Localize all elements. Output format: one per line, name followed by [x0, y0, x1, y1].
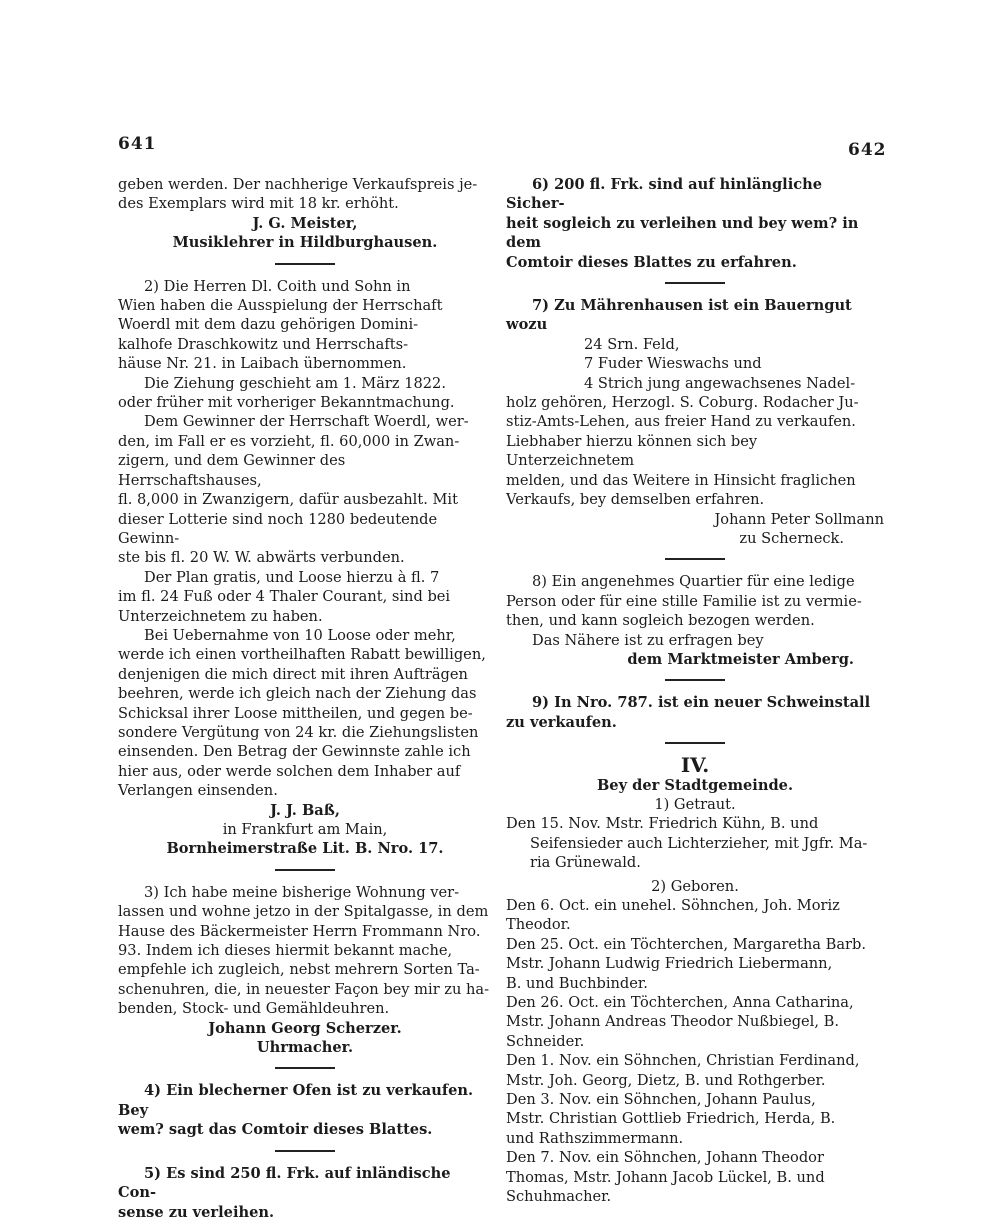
text-line: Schicksal ihrer Loose mittheilen, und gegen be- — [118, 704, 473, 722]
text-line: fl. 8,000 in Zwanzigern, dafür ausbezahlt. Mit — [118, 491, 458, 509]
text-line: then, und kann sogleich bezogen werden. — [506, 612, 815, 630]
list-item: Theodor. — [506, 916, 571, 934]
text-line: 2) Die Herren Dl. Coith und Sohn in — [144, 277, 411, 295]
section-divider — [665, 558, 725, 560]
section-title: Bey der Stadtgemeinde. — [596, 776, 794, 794]
text-line: einsenden. Den Betrag der Gewinnste zahle ich — [118, 743, 471, 761]
text-line: lassen und wohne jetzo in der Spitalgasse, in dem — [118, 903, 489, 921]
page-number-left: 641 — [118, 134, 157, 154]
text-line: Liebhaber hierzu können sich bey Unterzeichnetem — [506, 432, 758, 470]
text-line: kalhofe Draschkowitz und Herrschafts- — [118, 335, 409, 353]
text-line: Unterzeichnetem zu haben. — [118, 607, 323, 625]
text-line: empfehle ich zugleich, nebst mehrern Sorten Ta- — [118, 961, 480, 979]
text-line: Dem Gewinner der Herrschaft Woerdl, wer- — [144, 413, 469, 431]
signature-name: Johann Georg Scherzer. — [208, 1019, 402, 1037]
list-item: Den 1. Nov. ein Söhnchen, Christian Ferdinand, — [506, 1052, 860, 1070]
signature-name: Johann Peter Sollmann — [714, 510, 884, 528]
left-column — [118, 175, 492, 1222]
list-item: Den 6. Oct. ein unehel. Söhnchen, Joh. Moriz — [506, 897, 840, 914]
text-line: des Exemplars wird mit 18 kr. erhöht. — [118, 195, 399, 213]
text-line: benden, Stock- und Gemähldeuhren. — [118, 1000, 390, 1018]
text-line: hier aus, oder werde solchen dem Inhaber auf — [118, 762, 461, 780]
text-line: sondere Vergütung von 24 kr. die Ziehungslisten — [118, 723, 479, 741]
text-line: Verkaufs, bey demselben erfahren. — [506, 491, 765, 509]
text-line: denjenigen die mich direct mit ihren Aufträgen — [118, 665, 468, 683]
section-divider — [275, 263, 335, 265]
list-item: Mstr. Joh. Georg, Dietz, B. und Rothgerber. — [506, 1071, 826, 1089]
marriages-list — [506, 814, 884, 872]
text-line: oder früher mit vorheriger Bekanntmachung. — [118, 394, 455, 412]
notice-5 — [118, 1164, 492, 1222]
text-line: melden, und das Weitere in Hinsicht fraglichen — [506, 471, 856, 489]
text-line: 4 Strich jung angewachsenes Nadel- — [584, 374, 856, 392]
list-item: und Rathszimmermann. — [506, 1129, 684, 1147]
notice-4 — [118, 1081, 492, 1139]
text-line: wem? sagt das Comtoir dieses Blattes. — [118, 1121, 433, 1139]
notice-2 — [118, 277, 492, 859]
text-line: werde ich einen vortheilhaften Rabatt bewilligen, — [118, 646, 486, 664]
section-divider — [275, 1150, 335, 1152]
text-line: zu verkaufen. — [506, 713, 617, 731]
text-line: Die Ziehung geschieht am 1. März 1822. — [144, 374, 446, 392]
text-line: geben werden. Der nachherige Verkaufspreis je- — [118, 176, 478, 193]
list-item: B. und Buchbinder. — [506, 974, 648, 992]
text-line: stiz-Amts-Lehen, aus freier Hand zu verkaufen. — [506, 413, 856, 431]
text-line: dieser Lotterie sind noch 1280 bedeutende Gewinn- — [118, 510, 438, 547]
list-item: Thomas, Mstr. Johann Jacob Lückel, B. und — [506, 1168, 825, 1186]
notice-1 — [118, 175, 492, 253]
signature-name: J. J. Baß, — [270, 801, 340, 819]
text-line: im fl. 24 Fuß oder 4 Thaler Courant, sind bei — [118, 588, 451, 606]
list-item: Seifensieder auch Lichterzieher, mit Jgfr. Ma- — [530, 834, 868, 852]
text-line: Bei Uebernahme von 10 Loose oder mehr, — [144, 626, 456, 644]
text-line: Wien haben die Ausspielung der Herrschaft — [118, 297, 443, 315]
list-item: Mstr. Johann Ludwig Friedrich Liebermann, — [506, 955, 833, 973]
list-item: ria Grünewald. — [530, 854, 641, 872]
text-line: Comtoir dieses Blattes zu erfahren. — [506, 253, 797, 271]
list-item: Den 15. Nov. Mstr. Friedrich Kühn, B. und — [506, 815, 819, 833]
text-line: Der Plan gratis, und Loose hierzu à fl. 7 — [144, 568, 440, 586]
list-item: Den 3. Nov. ein Söhnchen, Johann Paulus, — [506, 1091, 816, 1109]
list-item: Mstr. Johann Andreas Theodor Nußbiegel, B. — [506, 1013, 839, 1031]
text-line: dem Marktmeister Amberg. — [627, 650, 854, 668]
signature-address: Bornheimerstraße Lit. B. Nro. 17. — [166, 840, 444, 858]
notice-7 — [506, 296, 884, 548]
subsection-heading: 1) Getraut. — [654, 795, 736, 813]
text-line: 7 Fuder Wieswachs und — [584, 355, 762, 373]
text-line: zigern, und dem Gewinner des Herrschaftshauses, — [118, 452, 346, 489]
section-divider — [275, 1067, 335, 1069]
text-line: schenuhren, die, in neuester Façon bey mir zu ha- — [118, 980, 490, 998]
right-column — [506, 175, 884, 1207]
births-list — [506, 896, 884, 1207]
list-item: Den 25. Oct. ein Töchterchen, Margaretha Barb. — [506, 935, 866, 953]
text-line: sense zu verleihen. — [118, 1203, 275, 1221]
text-line: den, im Fall er es vorzieht, fl. 60,000 in Zwan- — [118, 432, 460, 450]
text-line: 6) 200 fl. Frk. sind auf hinlängliche Sicher- — [506, 176, 823, 213]
list-item: Mstr. Christian Gottlieb Friedrich, Herda, B. — [506, 1110, 836, 1128]
notice-8 — [506, 572, 884, 669]
signature-role: Musiklehrer in Hildburghausen. — [172, 234, 438, 252]
subsection-heading: 2) Geboren. — [651, 877, 739, 895]
signature-role: Uhrmacher. — [256, 1039, 354, 1057]
text-line: beehren, werde ich gleich nach der Ziehung das — [118, 685, 477, 703]
signature-place: in Frankfurt am Main, — [222, 821, 388, 838]
text-line: 4) Ein blecherner Ofen ist zu verkaufen. Bey — [118, 1082, 474, 1119]
page-number-right: 642 — [848, 140, 887, 160]
section-divider — [275, 869, 335, 871]
list-item: Schuhmacher. — [506, 1188, 612, 1206]
section-iv — [506, 753, 884, 1206]
section-divider — [665, 282, 725, 284]
section-divider — [665, 679, 725, 681]
section-divider — [665, 742, 725, 744]
text-line: ste bis fl. 20 W. W. abwärts verbunden. — [118, 549, 405, 567]
notice-3 — [118, 883, 492, 1058]
signature-place: zu Scherneck. — [739, 529, 844, 547]
text-line: häuse Nr. 21. in Laibach übernommen. — [118, 355, 407, 373]
text-line: Person oder für eine stille Familie ist zu vermie- — [506, 592, 862, 610]
text-line: Hause des Bäckermeister Herrn Frommann Nro. — [118, 922, 481, 940]
text-line: 9) In Nro. 787. ist ein neuer Schweinstall — [532, 694, 871, 712]
text-line: 7) Zu Mährenhausen ist ein Bauerngut wozu — [506, 297, 852, 334]
text-line: Woerdl mit dem dazu gehörigen Domini- — [118, 316, 419, 334]
signature-name: J. G. Meister, — [252, 214, 358, 232]
text-line: Das Nähere ist zu erfragen bey — [532, 631, 764, 649]
notice-6 — [506, 175, 884, 272]
text-line: holz gehören, Herzogl. S. Coburg. Rodacher Ju- — [506, 394, 859, 412]
section-heading: IV. — [680, 753, 710, 778]
text-line: 5) Es sind 250 fl. Frk. auf inländische Con- — [118, 1164, 451, 1202]
list-item: Den 7. Nov. ein Söhnchen, Johann Theodor — [506, 1149, 824, 1167]
text-line: heit sogleich zu verleihen und bey wem? in dem — [506, 214, 859, 252]
text-line: 3) Ich habe meine bisherige Wohnung ver- — [144, 883, 460, 901]
text-line: Verlangen einsenden. — [118, 782, 278, 800]
text-line: 8) Ein angenehmes Quartier für eine ledige — [532, 573, 855, 591]
list-item: Den 26. Oct. ein Töchterchen, Anna Catharina, — [506, 994, 854, 1012]
text-line: 93. Indem ich dieses hiermit bekannt mache, — [118, 942, 453, 960]
notice-9 — [506, 693, 884, 732]
list-item: Schneider. — [506, 1032, 585, 1050]
text-line: 24 Srn. Feld, — [584, 335, 680, 353]
